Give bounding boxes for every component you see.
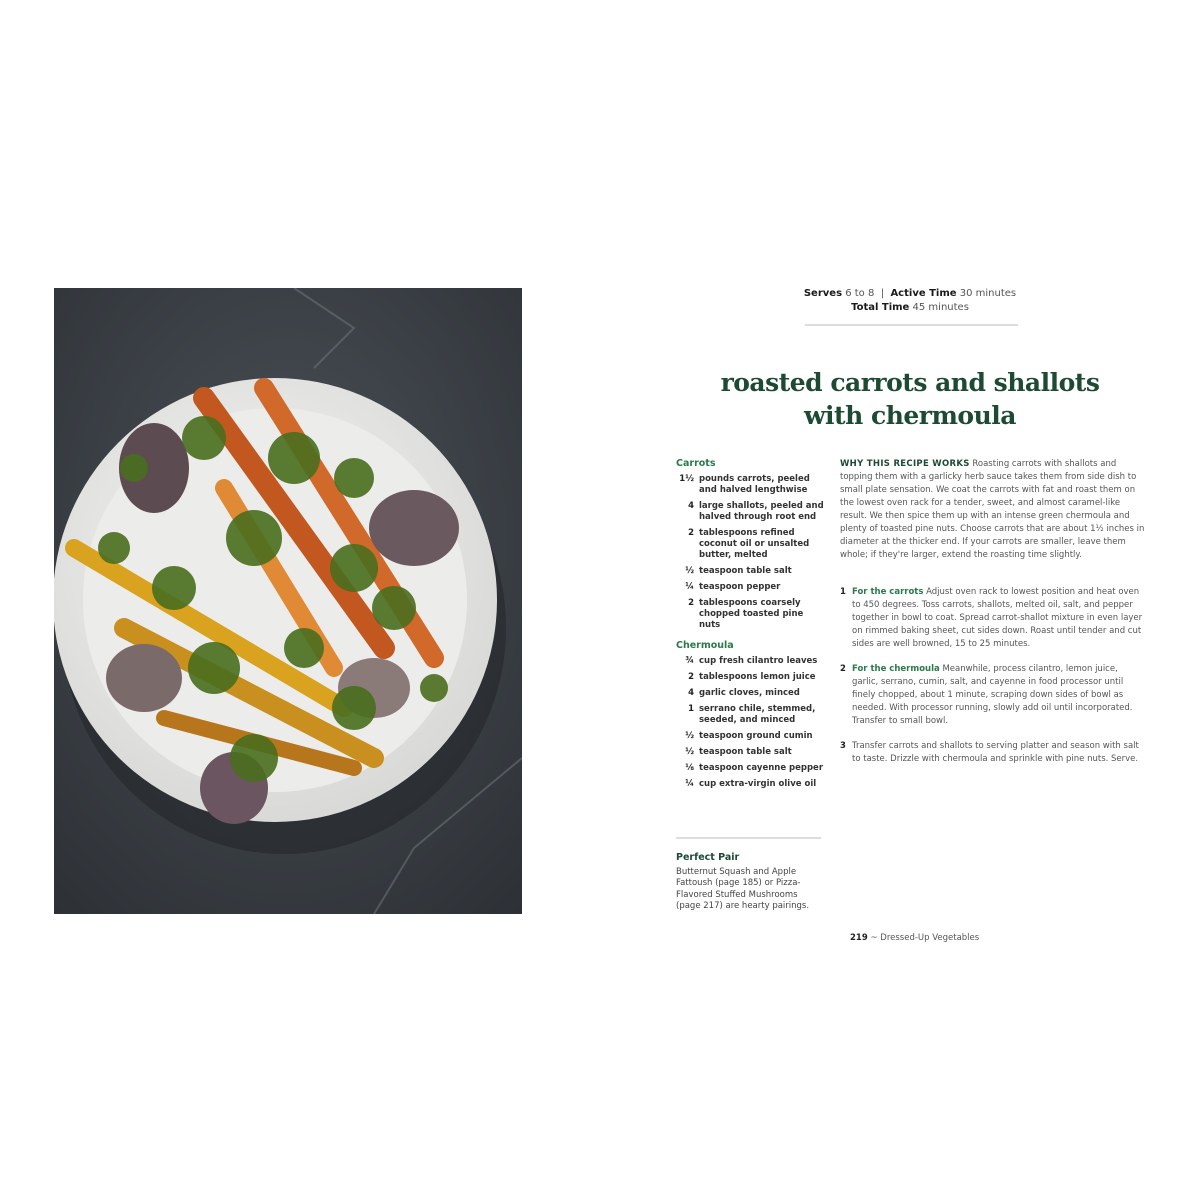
ingredient-quantity: ½ — [685, 731, 694, 741]
ingredient-quantity: ⅛ — [685, 763, 694, 773]
ingredient-item — [676, 688, 826, 699]
step-label: For the chermoula — [852, 664, 940, 674]
pair-heading: Perfect Pair — [676, 852, 740, 863]
step-number: 2 — [840, 664, 846, 674]
step-body — [852, 586, 1146, 651]
total-time-label: Total Time — [851, 302, 910, 313]
ingredient-quantity: 2 — [688, 528, 694, 538]
chermoula-ingredients — [676, 640, 826, 795]
ingredient-text: pounds carrots, peeled and halved lengthwise — [699, 474, 810, 495]
section-name: Dressed-Up Vegetables — [880, 933, 980, 943]
step-label: For the carrots — [852, 587, 924, 597]
ingredient-text: garlic cloves, minced — [699, 688, 800, 698]
ingredient-heading: Carrots — [676, 458, 716, 469]
ingredient-item — [676, 598, 826, 631]
ingredient-text: teaspoon table salt — [699, 747, 792, 757]
method-steps — [840, 586, 1146, 778]
step-text: Transfer carrots and shallots to serving platter and season with salt to taste. Drizzle with chermoula and sprinkle with pine nuts. Serve. — [852, 741, 1139, 764]
meta-separator: | — [880, 288, 885, 299]
ingredient-item — [676, 582, 826, 593]
ingredient-text: large shallots, peeled and halved through root end — [699, 501, 824, 522]
ingredient-text: serrano chile, stemmed, seeded, and minced — [699, 704, 816, 725]
ingredient-item — [676, 528, 826, 561]
ingredient-quantity: 1½ — [679, 474, 694, 484]
step-text: Adjust oven rack to lowest position and heat oven to 450 degrees. Toss carrots, shallots, melted oil, salt, and pepper together in bowl to coat. Spread carrot-shallot mixture in even layer on rimmed baking sheet, cut sides down. Roast until tender and cut sides are well browned, 15 to 25 minutes. — [852, 587, 1143, 649]
recipe-title — [690, 366, 1130, 432]
ingredient-quantity: 4 — [688, 688, 694, 698]
ingredient-quantity: 1 — [688, 704, 694, 714]
ingredient-item — [676, 763, 826, 774]
ingredient-text: cup fresh cilantro leaves — [699, 656, 818, 666]
ingredient-quantity: ¼ — [685, 779, 694, 789]
ingredient-quantity: 4 — [688, 501, 694, 511]
ingredient-item — [676, 501, 826, 523]
step-body — [852, 663, 1146, 728]
carrots-ingredients — [676, 458, 826, 636]
ingredient-item — [676, 672, 826, 683]
divider — [676, 837, 821, 839]
footer-sep: ~ — [870, 933, 878, 943]
ingredient-quantity: ¼ — [685, 582, 694, 592]
page-footer — [850, 933, 979, 943]
ingredient-item — [676, 731, 826, 742]
ingredient-text: tablespoons lemon juice — [699, 672, 816, 682]
step-number: 1 — [840, 587, 846, 597]
ingredient-quantity: ¾ — [685, 656, 694, 666]
pair-text: Butternut Squash and Apple Fattoush (page 185) or Pizza-Flavored Stuffed Mushrooms (page 217) are hearty pairings. — [676, 866, 810, 911]
step-item — [840, 740, 1146, 766]
ingredient-item — [676, 656, 826, 667]
serves-label: Serves — [803, 288, 843, 299]
step-text: Meanwhile, process cilantro, lemon juice, garlic, serrano, cumin, salt, and cayenne in food processor until finely chopped, about 1 minute, scraping down sides of bowl as needed. With processor running, slowly add oil until incorporated. Transfer to small bowl. — [852, 664, 1133, 726]
ingredient-text: teaspoon pepper — [699, 582, 781, 592]
step-item — [840, 586, 1146, 651]
title-line: with chermoula — [804, 401, 1016, 430]
ingredient-item — [676, 747, 826, 758]
step-body — [852, 740, 1146, 766]
ingredient-text: tablespoons refined coconut oil or unsalted butter, melted — [699, 528, 810, 560]
ingredient-heading: Chermoula — [676, 640, 734, 651]
ingredient-quantity: ½ — [685, 747, 694, 757]
recipe-meta — [760, 287, 1060, 315]
ingredient-quantity: ½ — [685, 566, 694, 576]
ingredient-quantity: 2 — [688, 672, 694, 682]
title-line: roasted carrots and shallots — [720, 368, 1100, 397]
step-item — [840, 663, 1146, 728]
ingredient-text: teaspoon table salt — [699, 566, 792, 576]
step-number: 3 — [840, 741, 846, 751]
ingredient-item — [676, 474, 826, 496]
recipe-photo — [54, 288, 522, 914]
ingredient-text: cup extra-virgin olive oil — [699, 779, 817, 789]
page-number: 219 — [850, 933, 868, 943]
total-time-value: 45 minutes — [912, 302, 969, 313]
intro — [840, 458, 1146, 562]
perfect-pair — [676, 852, 816, 913]
ingredient-text: tablespoons coarsely chopped toasted pine nuts — [699, 598, 804, 630]
ingredient-item — [676, 704, 826, 726]
intro-text: Roasting carrots with shallots and topping them with a garlicky herb sauce takes them from side dish to small plate sensation. We coat the carrots with fat and roast them on the lowest oven rack for a tender, sweet, and almost caramel-like result. We then spice them up with an intense green chermoula and plenty of toasted pine nuts. Choose carrots that are about 1½ inches in diameter at the thicker end. If your carrots are smaller, leave them whole; if they're larger, extend the roasting time slightly. — [840, 459, 1145, 560]
active-time-value: 30 minutes — [959, 288, 1017, 299]
active-time-label: Active Time — [890, 288, 957, 299]
ingredient-text: teaspoon ground cumin — [699, 731, 813, 741]
ingredient-item — [676, 779, 826, 790]
ingredient-item — [676, 566, 826, 577]
ingredient-quantity: 2 — [688, 598, 694, 608]
ingredient-text: teaspoon cayenne pepper — [699, 763, 824, 773]
divider — [805, 324, 1018, 326]
serves-value: 6 to 8 — [845, 288, 875, 299]
intro-lead: WHY THIS RECIPE WORKS — [840, 459, 970, 469]
